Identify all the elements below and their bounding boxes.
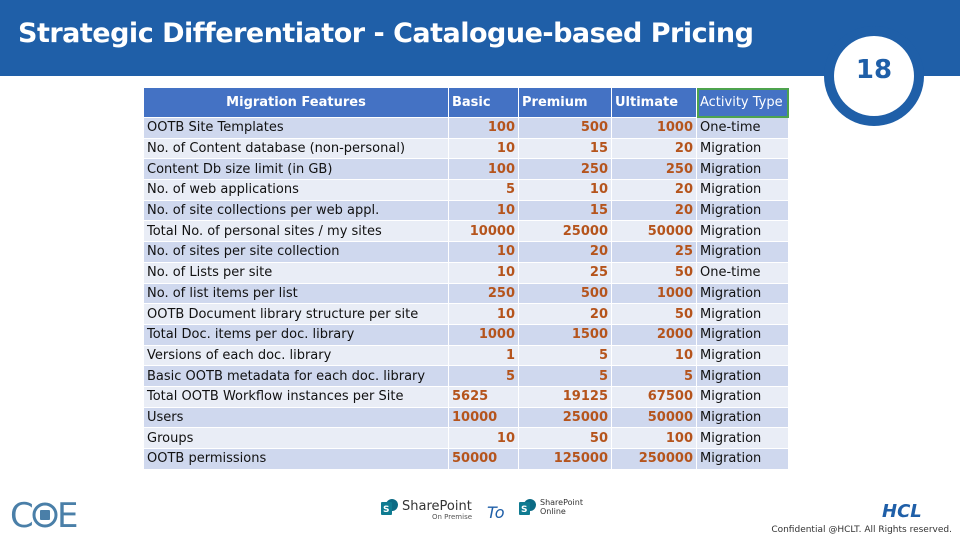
basic-cell: 5 bbox=[449, 180, 519, 201]
ultimate-cell: 50 bbox=[612, 262, 697, 283]
activity-cell: Migration bbox=[697, 386, 789, 407]
premium-cell: 15 bbox=[519, 138, 612, 159]
activity-cell: Migration bbox=[697, 138, 789, 159]
basic-cell: 1 bbox=[449, 345, 519, 366]
feature-cell: OOTB Site Templates bbox=[144, 118, 449, 139]
ultimate-cell: 50 bbox=[612, 304, 697, 325]
feature-cell: No. of web applications bbox=[144, 180, 449, 201]
feature-cell: No. of sites per site collection bbox=[144, 242, 449, 263]
activity-cell: Migration bbox=[697, 283, 789, 304]
premium-cell: 250 bbox=[519, 159, 612, 180]
premium-cell: 5 bbox=[519, 366, 612, 387]
sharepoint-on-premise-logo bbox=[380, 496, 480, 524]
ultimate-cell: 25 bbox=[612, 242, 697, 263]
feature-cell: Versions of each doc. library bbox=[144, 345, 449, 366]
ultimate-cell: 50000 bbox=[612, 221, 697, 242]
activity-cell: Migration bbox=[697, 345, 789, 366]
activity-cell: Migration bbox=[697, 242, 789, 263]
table-row bbox=[144, 407, 789, 428]
hcl-logo-text: HCL bbox=[882, 501, 922, 520]
activity-cell: One-time bbox=[697, 118, 789, 139]
activity-cell: Migration bbox=[697, 200, 789, 221]
table-row bbox=[144, 242, 789, 263]
activity-cell: Migration bbox=[697, 324, 789, 345]
premium-cell: 125000 bbox=[519, 449, 612, 470]
coe-logo-e: E bbox=[57, 496, 79, 534]
coe-logo bbox=[10, 494, 80, 534]
premium-cell: 25 bbox=[519, 262, 612, 283]
premium-cell: 50 bbox=[519, 428, 612, 449]
table-row bbox=[144, 428, 789, 449]
premium-cell: 5 bbox=[519, 345, 612, 366]
premium-cell: 500 bbox=[519, 118, 612, 139]
basic-cell: 5625 bbox=[449, 386, 519, 407]
premium-cell: 25000 bbox=[519, 407, 612, 428]
header-migration-features: Migration Features bbox=[144, 88, 449, 118]
sharepoint-label: SharePoint bbox=[402, 499, 472, 514]
confidential-notice: Confidential @HCLT. All Rights reserved. bbox=[771, 525, 952, 535]
feature-cell: No. of site collections per web appl. bbox=[144, 200, 449, 221]
table-row bbox=[144, 200, 789, 221]
ultimate-cell: 5 bbox=[612, 366, 697, 387]
basic-cell: 1000 bbox=[449, 324, 519, 345]
table-row bbox=[144, 324, 789, 345]
premium-cell: 19125 bbox=[519, 386, 612, 407]
feature-cell: OOTB permissions bbox=[144, 449, 449, 470]
basic-cell: 50000 bbox=[449, 449, 519, 470]
feature-cell: Users bbox=[144, 407, 449, 428]
ultimate-cell: 20 bbox=[612, 180, 697, 201]
feature-cell: Basic OOTB metadata for each doc. library bbox=[144, 366, 449, 387]
slide-title: Strategic Differentiator - Catalogue-based Pricing bbox=[18, 18, 754, 49]
pricing-table bbox=[143, 87, 789, 470]
header-premium: Premium bbox=[519, 88, 612, 118]
premium-cell: 20 bbox=[519, 242, 612, 263]
ultimate-cell: 250000 bbox=[612, 449, 697, 470]
table-row bbox=[144, 283, 789, 304]
sharepoint-online-label bbox=[540, 498, 583, 516]
basic-cell: 10000 bbox=[449, 407, 519, 428]
table-header-row bbox=[144, 88, 789, 118]
feature-cell: Total OOTB Workflow instances per Site bbox=[144, 386, 449, 407]
basic-cell: 100 bbox=[449, 118, 519, 139]
feature-cell: No. of Lists per site bbox=[144, 262, 449, 283]
feature-cell: Total Doc. items per doc. library bbox=[144, 324, 449, 345]
table-row bbox=[144, 366, 789, 387]
on-premise-label: On Premise bbox=[432, 513, 473, 521]
basic-cell: 10 bbox=[449, 262, 519, 283]
table-row bbox=[144, 345, 789, 366]
basic-cell: 100 bbox=[449, 159, 519, 180]
activity-cell: Migration bbox=[697, 428, 789, 449]
table-row bbox=[144, 262, 789, 283]
basic-cell: 10 bbox=[449, 428, 519, 449]
activity-cell: Migration bbox=[697, 449, 789, 470]
premium-cell: 1500 bbox=[519, 324, 612, 345]
ultimate-cell: 1000 bbox=[612, 118, 697, 139]
premium-cell: 25000 bbox=[519, 221, 612, 242]
table-row bbox=[144, 118, 789, 139]
activity-cell: Migration bbox=[697, 304, 789, 325]
page-number: 18 bbox=[855, 55, 893, 85]
sharepoint-icon bbox=[380, 498, 400, 520]
feature-cell: OOTB Document library structure per site bbox=[144, 304, 449, 325]
to-label: To bbox=[487, 503, 505, 522]
header-activity-type: Activity Type bbox=[697, 88, 789, 118]
sharepoint-online-line2: Online bbox=[540, 507, 566, 516]
table-row bbox=[144, 180, 789, 201]
basic-cell: 10 bbox=[449, 138, 519, 159]
activity-cell: Migration bbox=[697, 180, 789, 201]
activity-cell: One-time bbox=[697, 262, 789, 283]
sharepoint-online-icon bbox=[518, 498, 538, 520]
premium-cell: 500 bbox=[519, 283, 612, 304]
svg-text:S: S bbox=[383, 505, 390, 515]
ultimate-cell: 50000 bbox=[612, 407, 697, 428]
hcl-logo bbox=[880, 500, 946, 520]
basic-cell: 10 bbox=[449, 304, 519, 325]
table-row bbox=[144, 221, 789, 242]
basic-cell: 250 bbox=[449, 283, 519, 304]
ultimate-cell: 20 bbox=[612, 200, 697, 221]
feature-cell: Groups bbox=[144, 428, 449, 449]
table-row bbox=[144, 386, 789, 407]
ultimate-cell: 2000 bbox=[612, 324, 697, 345]
feature-cell: No. of list items per list bbox=[144, 283, 449, 304]
activity-cell: Migration bbox=[697, 159, 789, 180]
table-row bbox=[144, 159, 789, 180]
activity-cell: Migration bbox=[697, 366, 789, 387]
basic-cell: 10000 bbox=[449, 221, 519, 242]
ultimate-cell: 1000 bbox=[612, 283, 697, 304]
feature-cell: Content Db size limit (in GB) bbox=[144, 159, 449, 180]
activity-cell: Migration bbox=[697, 221, 789, 242]
premium-cell: 20 bbox=[519, 304, 612, 325]
basic-cell: 10 bbox=[449, 200, 519, 221]
basic-cell: 10 bbox=[449, 242, 519, 263]
sharepoint-online-line1: SharePoint bbox=[540, 498, 583, 507]
activity-cell: Migration bbox=[697, 407, 789, 428]
feature-cell: No. of Content database (non-personal) bbox=[144, 138, 449, 159]
basic-cell: 5 bbox=[449, 366, 519, 387]
feature-cell: Total No. of personal sites / my sites bbox=[144, 221, 449, 242]
table-row bbox=[144, 449, 789, 470]
svg-text:S: S bbox=[521, 505, 528, 515]
premium-cell: 10 bbox=[519, 180, 612, 201]
table-row bbox=[144, 304, 789, 325]
coe-logo-c: C bbox=[10, 496, 34, 534]
ultimate-cell: 20 bbox=[612, 138, 697, 159]
ultimate-cell: 250 bbox=[612, 159, 697, 180]
premium-cell: 15 bbox=[519, 200, 612, 221]
table-row bbox=[144, 138, 789, 159]
ultimate-cell: 67500 bbox=[612, 386, 697, 407]
ultimate-cell: 10 bbox=[612, 345, 697, 366]
header-ultimate: Ultimate bbox=[612, 88, 697, 118]
ultimate-cell: 100 bbox=[612, 428, 697, 449]
title-bar bbox=[0, 0, 960, 76]
sharepoint-online-logo bbox=[518, 496, 598, 524]
header-basic: Basic bbox=[449, 88, 519, 118]
